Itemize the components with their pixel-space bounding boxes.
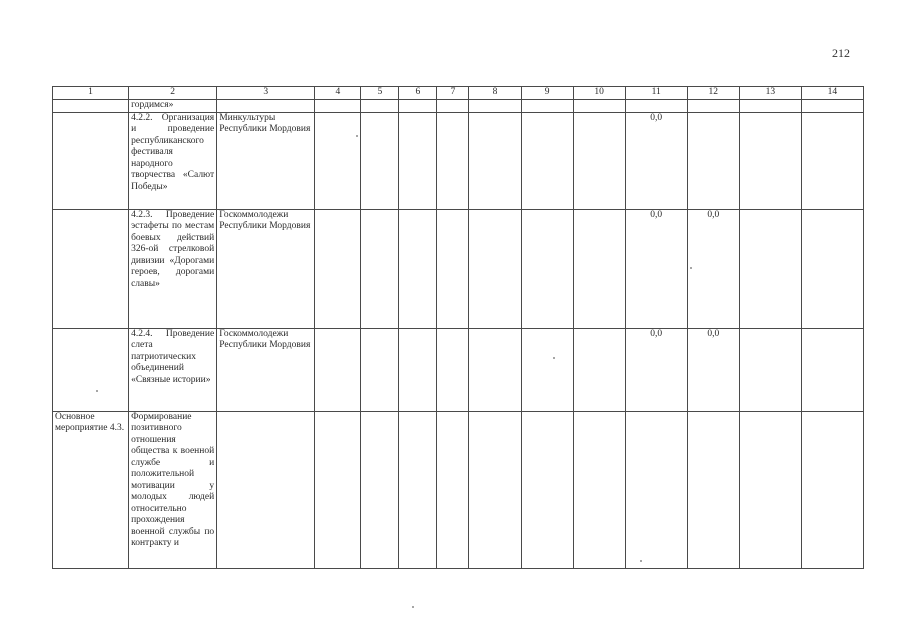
- table-cell: [315, 209, 361, 328]
- table-cell: [521, 411, 573, 568]
- column-header: 14: [801, 87, 863, 100]
- table-cell: [437, 112, 469, 209]
- table-cell: [53, 99, 129, 112]
- table-cell: [361, 411, 399, 568]
- program-table: [52, 86, 864, 569]
- table-cell: [361, 328, 399, 411]
- table-cell: [801, 411, 863, 568]
- page-number: 212: [832, 46, 850, 60]
- table-cell: [573, 328, 625, 411]
- table-cell: [399, 99, 437, 112]
- table-cell: [217, 99, 315, 112]
- table-cell: [521, 328, 573, 411]
- column-header: 8: [469, 87, 521, 100]
- scan-speck: [412, 606, 414, 608]
- column-header: 13: [739, 87, 801, 100]
- cell-activity-name: 4.2.4. Проведение слета патриотических объединений «Связные истории»: [129, 328, 217, 411]
- cell-col11: 0,0: [625, 209, 687, 328]
- table-cell: [739, 328, 801, 411]
- scan-speck: [553, 357, 555, 359]
- table-cell: [399, 328, 437, 411]
- column-header: 10: [573, 87, 625, 100]
- table-cell: [437, 328, 469, 411]
- table-cell: [801, 99, 863, 112]
- table-cell: [315, 112, 361, 209]
- table-cell: [315, 411, 361, 568]
- cell-col12: 0,0: [687, 209, 739, 328]
- cell-activity-code: [53, 209, 129, 328]
- cell-activity-code: [53, 328, 129, 411]
- cell-col11: [625, 411, 687, 568]
- table-cell: [739, 411, 801, 568]
- table-cell: [739, 99, 801, 112]
- table-cell: [573, 411, 625, 568]
- table-cell: [469, 112, 521, 209]
- table-cell: [739, 112, 801, 209]
- table-cell: [437, 209, 469, 328]
- table-cell: [437, 99, 469, 112]
- cell-activity-code: Основное мероприятие 4.3.: [53, 411, 129, 568]
- continuation-text: гордимся»: [129, 99, 217, 112]
- table-row: [53, 112, 864, 209]
- continuation-row: [53, 99, 864, 112]
- table-cell: [315, 99, 361, 112]
- table-cell: [521, 99, 573, 112]
- table-row: [53, 411, 864, 568]
- table-cell: [801, 112, 863, 209]
- table-cell: [469, 328, 521, 411]
- table-cell: [469, 209, 521, 328]
- cell-executor: [217, 411, 315, 568]
- cell-executor: Минкультуры Республики Мордовия: [217, 112, 315, 209]
- table-cell: [437, 411, 469, 568]
- column-header: 12: [687, 87, 739, 100]
- scan-speck: [640, 560, 642, 562]
- table-row: [53, 209, 864, 328]
- column-header: 4: [315, 87, 361, 100]
- column-header: 1: [53, 87, 129, 100]
- table-cell: [687, 99, 739, 112]
- cell-activity-name: 4.2.2. Организация и проведение республиканского фестиваля народного творчества «Салют Победы»: [129, 112, 217, 209]
- cell-col12: [687, 411, 739, 568]
- column-header: 5: [361, 87, 399, 100]
- column-header: 11: [625, 87, 687, 100]
- column-header: 2: [129, 87, 217, 100]
- table-cell: [573, 99, 625, 112]
- scan-speck: [356, 135, 358, 137]
- cell-col11: 0,0: [625, 112, 687, 209]
- table-cell: [801, 209, 863, 328]
- column-header: 9: [521, 87, 573, 100]
- column-header: 3: [217, 87, 315, 100]
- table-row: [53, 328, 864, 411]
- column-header: 7: [437, 87, 469, 100]
- cell-executor: Госкоммолодежи Республики Мордовия: [217, 328, 315, 411]
- scan-speck: [96, 390, 98, 392]
- table-cell: [361, 99, 399, 112]
- scan-speck: [690, 267, 692, 269]
- cell-col11: 0,0: [625, 328, 687, 411]
- table-cell: [399, 112, 437, 209]
- table-cell: [739, 209, 801, 328]
- cell-activity-name: 4.2.3. Проведение эстафеты по местам боевых действий 326-ой стрелковой дивизии «Дорогами героев, дорогами славы»: [129, 209, 217, 328]
- table-cell: [625, 99, 687, 112]
- table-cell: [399, 209, 437, 328]
- table-cell: [399, 411, 437, 568]
- table-cell: [521, 209, 573, 328]
- table-cell: [361, 112, 399, 209]
- cell-activity-name: Формирование позитивного отношения общества к военной службе и положительной мотивации у молодых людей относительно прохождения военной службы по контракту и: [129, 411, 217, 568]
- cell-executor: Госкоммолодежи Республики Мордовия: [217, 209, 315, 328]
- header-row: [53, 87, 864, 100]
- cell-col12: [687, 112, 739, 209]
- cell-col12: 0,0: [687, 328, 739, 411]
- table-cell: [801, 328, 863, 411]
- cell-activity-code: [53, 112, 129, 209]
- table-cell: [573, 112, 625, 209]
- table-cell: [315, 328, 361, 411]
- table-cell: [573, 209, 625, 328]
- table-cell: [469, 99, 521, 112]
- table-cell: [521, 112, 573, 209]
- table-cell: [361, 209, 399, 328]
- column-header: 6: [399, 87, 437, 100]
- table-cell: [469, 411, 521, 568]
